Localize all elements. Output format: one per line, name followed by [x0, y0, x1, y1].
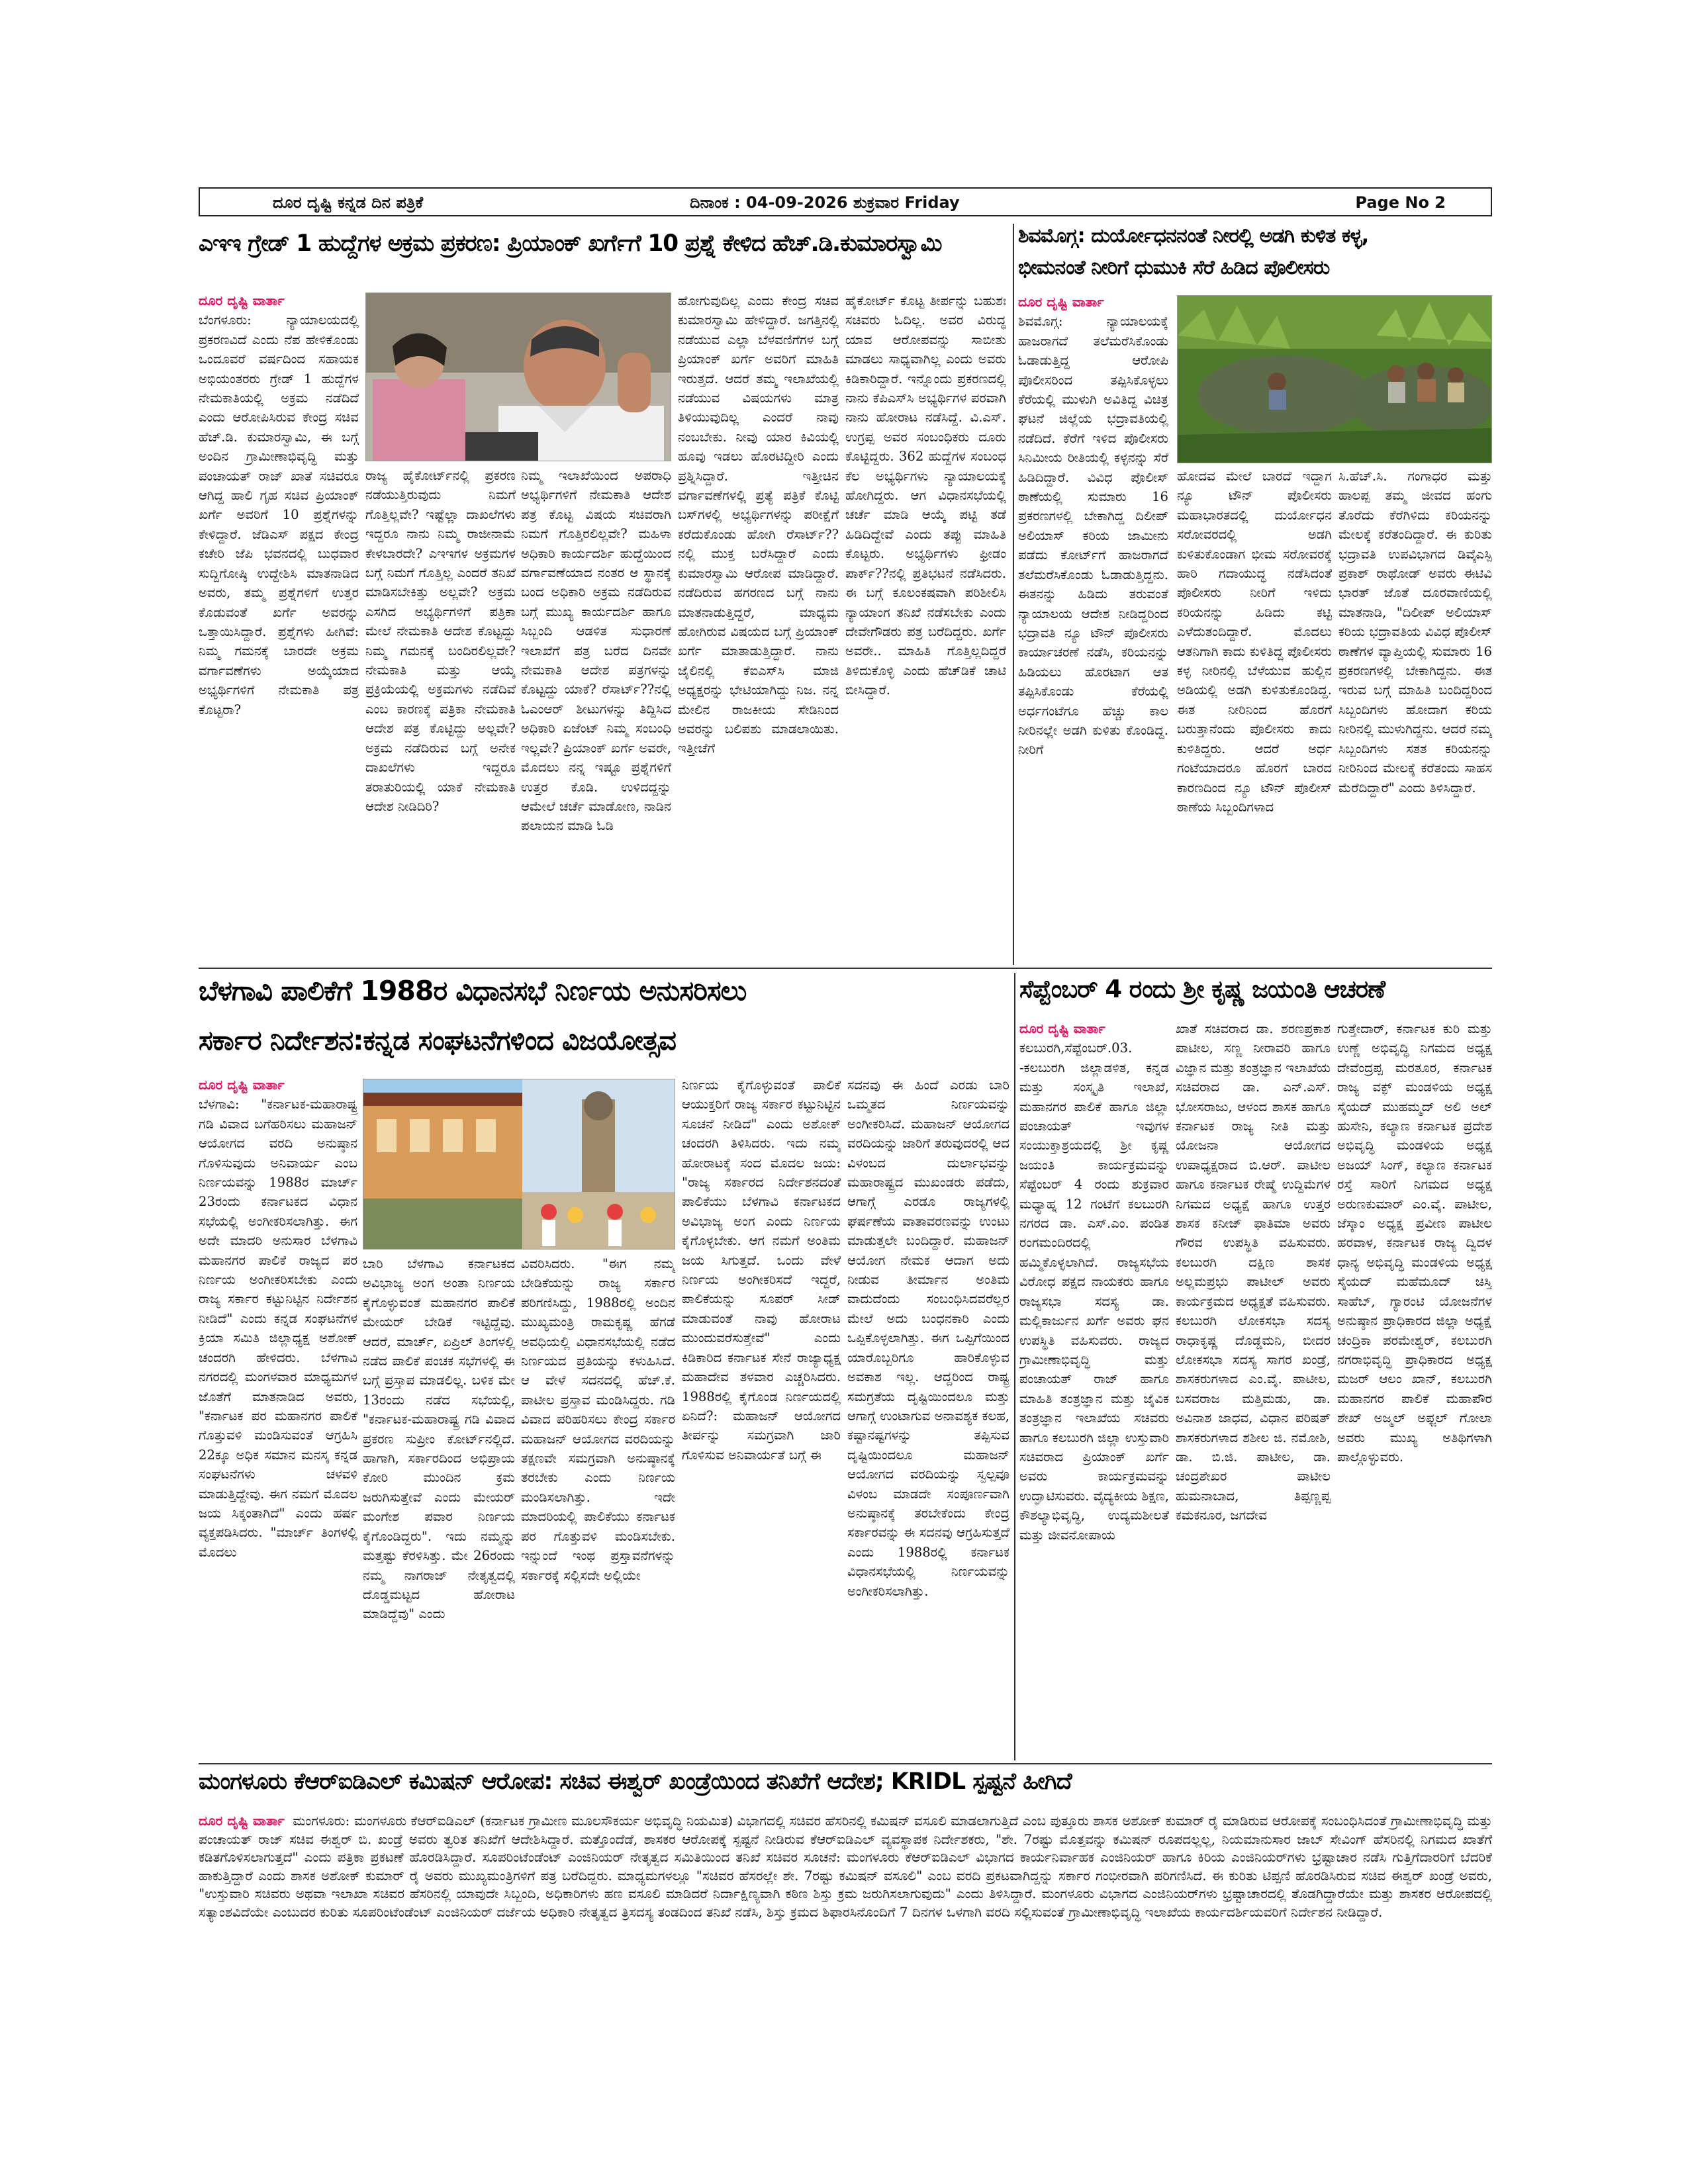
story2-byline: ದೂರ ದೃಷ್ಟಿ ವಾರ್ತಾ	[1018, 294, 1104, 310]
politician-portrait-image	[366, 293, 671, 461]
story3-byline: ದೂರ ದೃಷ್ಟಿ ವಾರ್ತಾ	[199, 1077, 285, 1093]
story1-text-2: ರಾಜ್ಯ ಹೈಕೋರ್ಟ್‌ನಲ್ಲಿ ಪ್ರಕರಣ ನಡೆಯುತ್ತಿರುವುದು ನಿಮಗೆ ಗೊತ್ತಿಲ್ಲವೇ? ಇಷ್ಟೆಲ್ಲಾ ದಾಖಲೆಗಳು ಇದ್ದರೂ ನಾನು ನಿಮ್ಮ ರಾಜೀನಾಮೆ ಕೇಳಬಾರದೇ? ಎಇಇಗಳ ಅಕ್ರಮಗಳ ಬಗ್ಗೆ ನಿಮಗೆ ಗೊತ್ತಿಲ್ಲ ಎಂದರೆ ತನಿಖೆ ಮಾಡಿಸಬೇಕಿತ್ತು ಅಲ್ಲವೇ? ಅಕ್ರಮ ಎಸಗಿದ ಅಭ್ಯರ್ಥಿಗಳಿಗೆ ಪತ್ರಿಕಾ ಮೇಲೆ ನೇಮಕಾತಿ ಆದೇಶ ಕೊಟ್ಟದ್ದು ನಿಮ್ಮ ಗಮನಕ್ಕೆ ಬಂದಿರಲಿಲ್ಲವೇ? ನೇಮಕಾತಿ ಮತ್ತು ಆಯ್ಕೆ ಪ್ರಕ್ರಿಯೆಯಲ್ಲಿ ಅಕ್ರಮಗಳು ನಡೆದಿವೆ ಎಂಬ ಕಾರಣಕ್ಕೆ ಪತ್ರಿಕಾ ನೇಮಕಾತಿ ಆದೇಶ ಪತ್ರ ಕೊಟ್ಟಿದ್ದು ಅಲ್ಲವೇ? ಅಕ್ರಮ ನಡೆದಿರುವ ಬಗ್ಗೆ ಅನೇಕ ದಾಖಲೆಗಳು ಇದ್ದರೂ ತರಾತುರಿಯಲ್ಲಿ ಯಾಕೆ ನೇಮಕಾತಿ ಆದೇಶ ನೀಡಿದಿರಿ?	[365, 468, 516, 814]
story2-text-1: ಶಿವಮೊಗ್ಗ: ನ್ಯಾಯಾಲಯಕ್ಕೆ ಹಾಜರಾಗದೆ ತಲೆಮರೆಸಿಕೊಂಡು ಓಡಾಡುತ್ತಿದ್ದ ಆರೋಪಿ ಪೊಲೀಸರಿಂದ ತಪ್ಪಿಸಿಕೊಳ್ಳಲು ಕೆರೆಯಲ್ಲಿ ಮುಳುಗಿ ಅವಿತಿದ್ದ ವಿಚಿತ್ರ ಘಟನೆ ಜಿಲ್ಲೆಯ ಭದ್ರಾವತಿಯಲ್ಲಿ ನಡೆದಿದೆ. ಕೆರೆಗೆ ಇಳಿದ ಪೊಲೀಸರು ಸಿನಿಮೀಯ ರೀತಿಯಲ್ಲಿ ಕಳ್ಳನನ್ನು ಸೆರೆ ಹಿಡಿದಿದ್ದಾರೆ. ವಿವಿಧ ಪೊಲೀಸ್ ಠಾಣೆಯಲ್ಲಿ ಸುಮಾರು 16 ಪ್ರಕರಣಗಳಲ್ಲಿ ಬೇಕಾಗಿದ್ದ ದಿಲೀಪ್ ಅಲಿಯಾಸ್ ಕರಿಯ ಜಾಮೀನು ಪಡೆದು ಕೋರ್ಟ್‌ಗೆ ಹಾಜರಾಗದೆ ತಲೆಮರೆಸಿಕೊಂಡು ಓಡಾಡುತ್ತಿದ್ದನು. ಈತನನ್ನು ಹಿಡಿದು ತರುವಂತೆ ನ್ಯಾಯಾಲಯ ಆದೇಶ ನೀಡಿದ್ದರಿಂದ ಭದ್ರಾವತಿ ನ್ಯೂ ಟೌನ್ ಪೊಲೀಸರು ಕಾರ್ಯಾಚರಣೆ ನಡೆಸಿ, ಕರಿಯನನ್ನು ಹಿಡಿಯಲು ಹೊರಟಾಗ ಆತ ತಪ್ಪಿಸಿಕೊಂಡು ಕೆರೆಯಲ್ಲಿ ಅರ್ಧಗಂಟೆಗೂ ಹೆಚ್ಚು ಕಾಲ ನೀರಿನಲ್ಲೇ ಅಡಗಿ ಕುಳಿತು ಕೊಂಡಿದ್ದ. ನೀರಿಗೆ	[1018, 314, 1168, 758]
story2-photo	[1177, 295, 1492, 463]
story2-headline-line-2: ಭೀಮನಂತೆ ನೀರಿಗೆ ಧುಮುಕಿ ಸೆರೆ ಹಿಡಿದ ಪೊಲೀಸರು	[1018, 257, 1330, 279]
story3-text-4: ನಿರ್ಣಯ ಕೈಗೊಳ್ಳುವಂತೆ ಪಾಲಿಕೆ ಆಯುಕ್ತರಿಗೆ ರಾಜ್ಯ ಸರ್ಕಾರ ಕಟ್ಟುನಿಟ್ಟಿನ ಸೂಚನೆ ನೀಡಿದೆ" ಎಂದು ಅಶೋಕ್ ಚಂದರಗಿ ತಿಳಿಸಿದರು. ಇದು ನಮ್ಮ ಹೋರಾಟಕ್ಕೆ ಸಂದ ಮೊದಲ ಜಯ: "ರಾಜ್ಯ ಸರ್ಕಾರದ ನಿರ್ದೇಶನದಂತೆ ಪಾಲಿಕೆಯು ಬೆಳಗಾವಿ ಕರ್ನಾಟಕದ ಅವಿಭಾಜ್ಯ ಅಂಗ ಎಂದು ನಿರ್ಣಯ ಕೈಗೊಳ್ಳಬೇಕು. ಆಗ ನಮಗೆ ಅಂತಿಮ ಜಯ ಸಿಗುತ್ತದೆ. ಒಂದು ವೇಳೆ ನಿರ್ಣಯ ಅಂಗೀಕರಿಸದೆ ಇದ್ದರೆ, ಪಾಲಿಕೆಯನ್ನು ಸೂಪರ್ ಸೀಡ್ ಮಾಡುವಂತೆ ನಾವು ಹೋರಾಟ ಮುಂದುವರೆಸುತ್ತೇವೆ" ಎಂದು ಕಿಡಿಕಾರಿದ ಕರ್ನಾಟಕ ಸೇನೆ ರಾಜ್ಯಾಧ್ಯಕ್ಷ ಮಹಾದೇವ ತಳವಾರ ಎಚ್ಚರಿಸಿದರು. 1988ರಲ್ಲಿ ಕೈಗೊಂಡ ನಿರ್ಣಯದಲ್ಲಿ ಏನಿದೆ?: ಮಹಾಜನ್ ಆಯೋಗದ ತೀರ್ಪನ್ನು ಸಮಗ್ರವಾಗಿ ಜಾರಿ ಗೊಳಿಸುವ ಅನಿವಾರ್ಯತೆ ಬಗ್ಗೆ ಈ	[682, 1077, 841, 1463]
story1-column-2	[365, 466, 516, 963]
page-number: Page No 2	[1355, 193, 1446, 212]
story3-column-4	[682, 1075, 841, 1757]
story1-column-1	[199, 291, 359, 963]
story3-text-5: ಸದನವು ಈ ಹಿಂದೆ ಎರಡು ಬಾರಿ ಒಮ್ಮತದ ನಿರ್ಣಯವನ್ನು ಅಂಗೀಕರಿಸಿದೆ. ಮಹಾಜನ್ ಆಯೋಗದ ವರದಿಯನ್ನು ಜಾರಿಗೆ ತರುವುದರಲ್ಲಿ ಆದ ವಿಳಂಬದ ದುರ್ಲಾಭವನ್ನು ಮಹಾರಾಷ್ಟ್ರದ ಮುಖಂಡರು ಪಡೆದು, ಆಗಾಗ್ಗೆ ಎರಡೂ ರಾಜ್ಯಗಳಲ್ಲಿ ಘರ್ಷಣೆಯ ವಾತಾವರಣವನ್ನು ಉಂಟು ಮಾಡುತ್ತಲೇ ಬಂದಿದ್ದಾರೆ. ಮಹಾಜನ್ ಆಯೋಗ ನೇಮಕ ಆದಾಗ ಅದು ನೀಡುವ ತೀರ್ಮಾನ ಅಂತಿಮ ವಾದುದೆಂದು ಸಂಬಂಧಿಸಿದವರೆಲ್ಲರ ಮೇಲೆ ಅದು ಬಂಧನಕಾರಿ ಎಂದು ಒಪ್ಪಿಕೊಳ್ಳಲಾಗಿತ್ತು. ಈಗ ಒಪ್ಪಿಗೆಯಿಂದ ಯಾರೊಬ್ಬರಿಗೂ ಹಾರಿಕೊಳ್ಳುವ ಅವಕಾಶ ಇಲ್ಲ. ಆದ್ದರಿಂದ ರಾಷ್ಟ್ರ ಸಮಗ್ರತೆಯ ದೃಷ್ಟಿಯಿಂದಲೂ ಮತ್ತು ಆಗಾಗ್ಗೆ ಉಂಟಾಗುವ ಅನಾವಶ್ಯಕ ಕಲಹ, ಕಷ್ಟಾನಷ್ಟಗಳನ್ನು ತಪ್ಪಿಸುವ ದೃಷ್ಟಿಯಿಂದಲೂ ಮಹಾಜನ್ ಆಯೋಗದ ವರದಿಯನ್ನು ಸ್ವಲ್ಪವೂ ವಿಳಂಬ ಮಾಡದೇ ಸಂಪೂರ್ಣವಾಗಿ ಅನುಷ್ಠಾನಕ್ಕೆ ತರಬೇಕೆಂದು ಕೇಂದ್ರ ಸರ್ಕಾರವನ್ನು ಈ ಸದನವು ಆಗ್ರಹಿಸುತ್ತದೆ ಎಂದು 1988ರಲ್ಲಿ ಕರ್ನಾಟಕ ವಿಧಾನಸಭೆಯಲ್ಲಿ ನಿರ್ಣಯವನ್ನು ಅಂಗೀಕರಿಸಲಾಗಿತ್ತು.	[847, 1077, 1009, 1599]
story2-text-3: ಸಿ.ಹೆಚ್.ಸಿ. ಗಂಗಾಧರ ಮತ್ತು ಹಾಲಪ್ಪ ತಮ್ಮ ಜೀವದ ಹಂಗು ತೊರೆದು ಕೆರೆಗಿಳಿದು ಕರಿಯನನ್ನು ಮೇಲಕ್ಕೆ ಕರೆತಂದಿದ್ದಾರೆ. ಈ ಕುರಿತು ಭದ್ರಾವತಿ ಉಪವಿಭಾಗದ ಡಿವೈಎಸ್ಪಿ ಪ್ರಕಾಶ್ ರಾಥೋಡ್ ಅವರು ಈಟಿವಿ ಭಾರತ್ ಜೊತೆ ದೂರವಾಣಿಯಲ್ಲಿ ಮಾತನಾಡಿ, "ದಿಲೀಪ್ ಅಲಿಯಾಸ್ ಕರಿಯ ಭದ್ರಾವತಿಯ ವಿವಿಧ ಪೊಲೀಸ್ ಠಾಣೆಗಳ ವ್ಯಾಪ್ತಿಯಲ್ಲಿ ಸುಮಾರು 16 ಪ್ರಕರಣಗಳಲ್ಲಿ ಬೇಕಾಗಿದ್ದನು. ಈತ ಇರುವ ಬಗ್ಗೆ ಮಾಹಿತಿ ಬಂದಿದ್ದರಿಂದ ಸಿಬ್ಬಂದಿಗಳು ಹೋದಾಗ ಕರಿಯ ನೀರಿನಲ್ಲಿ ಮುಳುಗಿದ್ದನು. ಆದರೆ ನಮ್ಮ ಸಿಬ್ಬಂದಿಗಳು ಸತತ ಕರಿಯನನ್ನು ನೀರಿನಿಂದ ಮೇಲಕ್ಕೆ ಕರೆತಂದು ಸಾಹಸ ಮೆರೆದಿದ್ದಾರೆ" ಎಂದು ತಿಳಿಸಿದ್ದಾರೆ.	[1338, 469, 1492, 796]
story4-text-3: ಗುತ್ತೇದಾರ್, ಕರ್ನಾಟಕ ಕುರಿ ಮತ್ತು ಉಣ್ಣೆ ಅಭಿವೃದ್ಧಿ ನಿಗಮದ ಅಧ್ಯಕ್ಷ ದೇವೆಂದ್ರಪ್ಪ ಮರತೂರ, ಕರ್ನಾಟಕ ರಾಜ್ಯ ವಕ್ಫ್ ಮಂಡಳಿಯ ಅಧ್ಯಕ್ಷ ಸೈಯದ್ ಮುಹಮ್ಮದ್ ಅಲಿ ಅಲ್ ಹುಸೇನಿ, ಕಲ್ಯಾಣ ಕರ್ನಾಟಕ ಪ್ರದೇಶ ಅಭಿವೃದ್ಧಿ ಮಂಡಳಿಯ ಅಧ್ಯಕ್ಷ ಅಜಯ್ ಸಿಂಗ್, ಕಲ್ಯಾಣ ಕರ್ನಾಟಕ ರಸ್ತೆ ಸಾರಿಗೆ ನಿಗಮದ ಅಧ್ಯಕ್ಷ ಅರುಣಕುಮಾರ್ ಎಂ.ವೈ. ಪಾಟೀಲ, ಜೆಸ್ಕಾಂ ಅಧ್ಯಕ್ಷ ಪ್ರವೀಣ ಪಾಟೀಲ ಹರವಾಳ, ಕರ್ನಾಟಕ ರಾಜ್ಯ ದ್ವಿದಳ ಧಾನ್ಯ ಅಭಿವೃದ್ಧಿ ಮಂಡಳಿಯ ಅಧ್ಯಕ್ಷ ಸೈಯದ್ ಮಹೆಮೂದ್ ಚಿಸ್ತಿ ಸಾಹೆಬ್, ಗ್ಯಾರಂಟಿ ಯೋಜನೆಗಳ ಅನುಷ್ಠಾನ ಪ್ರಾಧಿಕಾರದ ಜಿಲ್ಲಾ ಅಧ್ಯಕ್ಷೆ ಚಂದ್ರಿಕಾ ಪರಮೇಶ್ವರ್, ಕಲಬುರಗಿ ನಗರಾಭಿವೃದ್ಧಿ ಪ್ರಾಧಿಕಾರದ ಅಧ್ಯಕ್ಷ ಮಜರ್ ಆಲಂ ಖಾನ್, ಕಲಬುರಗಿ ಮಹಾನಗರ ಪಾಲಿಕೆ ಮಹಾಪೌರ ಶೇಖ್ ಅಜ್ಮಲ್ ಅಫ್ಜಲ್ ಗೋಲಾ ಅವರು ಮುಖ್ಯ ಅತಿಥಿಗಳಾಗಿ ಪಾಲ್ಗೊಳ್ಳುವರು.	[1337, 1021, 1492, 1465]
story1-headline: ಎಇಇ ಗ್ರೇಡ್ 1 ಹುದ್ದೆಗಳ ಅಕ್ರಮ ಪ್ರಕರಣ: ಪ್ರಿಯಾಂಕ್ ಖರ್ಗೆಗೆ 10 ಪ್ರಶ್ನೆ ಕೇಳಿದ ಹೆಚ್.ಡಿ.ಕುಮಾರಸ್ವಾಮಿ	[199, 232, 942, 257]
story1-column-5	[845, 291, 1006, 963]
belagavi-celebration-image	[363, 1079, 675, 1250]
story3-headline-line-1: ಬೆಳಗಾವಿ ಪಾಲಿಕೆಗೆ 1988ರ ವಿಧಾನಸಭೆ ನಿರ್ಣಯ ಅನುಸರಿಸಲು	[199, 976, 747, 1007]
column-divider	[1013, 224, 1014, 965]
story1-text-4: ಹೋಗುವುದಿಲ್ಲ ಎಂದು ಕೇಂದ್ರ ಸಚಿವ ಕುಮಾರಸ್ವಾಮಿ ಹೇಳಿದ್ದಾರೆ. ಜಗತ್ತಿನಲ್ಲಿ ನಡೆಯುವ ಎಲ್ಲಾ ಬೆಳವಣಿಗೆಗಳ ಬಗ್ಗೆ ಪ್ರಿಯಾಂಕ್ ಖರ್ಗೆ ಅವರಿಗೆ ಮಾಹಿತಿ ಇರುತ್ತದೆ. ಆದರೆ ತಮ್ಮ ಇಲಾಖೆಯಲ್ಲಿ ನಡೆಯುವ ವಿಷಯಗಳು ಮಾತ್ರ ತಿಳಿಯುವುದಿಲ್ಲ ಎಂದರೆ ನಾವು ನಂಬಬೇಕು. ನೀವು ಯಾರ ಕಿವಿಯಲ್ಲಿ ಹೂವು ಇಡಲು ಹೊರಟಿದ್ದೀರಿ ಎಂದು ಪ್ರಶ್ನಿಸಿದ್ದಾರೆ. ಇತ್ತೀಚಿನ ವರ್ಗಾವಣೆಗಳಲ್ಲಿ ಪ್ರತ್ಯೆ ಪತ್ರಿಕೆ ಕೊಟ್ಟಿ ಬಸ್‌ಗಳಲ್ಲಿ ಅಭ್ಯರ್ಥಿಗಳನ್ನು ಪರೀಕ್ಷೆಗೆ ಕರೆದುಕೊಂಡು ಹೋಗಿ ರೆಸಾರ್ಟ್??ನಲ್ಲಿ ಮುಕ್ತ ಬರೆಸಿದ್ದಾರೆ ಎಂದು ಕುಮಾರಸ್ವಾಮಿ ಆರೋಪ ಮಾಡಿದ್ದಾರೆ. ನಡೆದಿರುವ ಹಗರಣದ ಬಗ್ಗೆ ನಾನು ಮಾತನಾಡುತ್ತಿದ್ದರೆ, ಮಾಧ್ಯಮ ಹೋಗಿರುವ ವಿಷಯದ ಬಗ್ಗೆ ಪ್ರಿಯಾಂಕ್ ಖರ್ಗೆ ಮಾತಾಡುತ್ತಿದ್ದಾರೆ. ನಾನು ಜೈಲಿನಲ್ಲಿ ಕೆಐಎಸ್‌ಸಿ ಮಾಜಿ ಅಧ್ಯಕ್ಷರನ್ನು ಭೇಟಿಯಾಗಿದ್ದು ನಿಜ. ನನ್ನ ಮೇಲಿನ ರಾಜಕೀಯ ಸೇಡಿನಿಂದ ಅವರನ್ನು ಬಲಿಪಶು ಮಾಡಲಾಯಿತು. ಇತ್ತೀಚೆಗೆ	[678, 293, 839, 756]
story3-column-1	[199, 1075, 357, 1757]
story2-column-1	[1018, 293, 1168, 963]
story4-column-1	[1019, 1019, 1169, 1757]
column-divider	[1014, 973, 1015, 1760]
story3-headline-line-2: ಸರ್ಕಾರ ನಿರ್ದೇಶನ:ಕನ್ನಡ ಸಂಘಟನೆಗಳಿಂದ ವಿಜಯೋತ್ಸವ	[199, 1026, 676, 1056]
masthead	[199, 187, 1492, 216]
story2-column-2	[1177, 467, 1332, 963]
paper-name: ದೂರ ದೃಷ್ಟಿ ಕನ್ನಡ ದಿನ ಪತ್ರಿಕೆ	[273, 193, 424, 212]
story4-column-3	[1337, 1019, 1492, 1757]
story4-column-2	[1176, 1019, 1331, 1757]
story4-headline: ಸೆಪ್ಟೆಂಬರ್ 4 ರಂದು ಶ್ರೀ ಕೃಷ್ಣ ಜಯಂತಿ ಆಚರಣೆ	[1019, 976, 1385, 1003]
story4-byline: ದೂರ ದೃಷ್ಟಿ ವಾರ್ತಾ	[1019, 1021, 1105, 1036]
story4-text-2: ಖಾತೆ ಸಚಿವರಾದ ಡಾ. ಶರಣಪ್ರಕಾಶ ಪಾಟೀಲ, ಸಣ್ಣ ನೀರಾವರಿ ಹಾಗೂ ವಿಜ್ಞಾನ ಮತ್ತು ತಂತ್ರಜ್ಞಾನ ಇಲಾಖೆಯ ಸಚಿವರಾದ ಡಾ. ಎನ್.ಎಸ್. ಭೋಸರಾಜು, ಆಳಂದ ಶಾಸಕ ಹಾಗೂ ಕರ್ನಾಟಕ ರಾಜ್ಯ ನೀತಿ ಮತ್ತು ಯೋಜನಾ ಆಯೋಗದ ಉಪಾಧ್ಯಕ್ಷರಾದ ಬಿ.ಆರ್. ಪಾಟೀಲ ಹಾಗೂ ಕರ್ನಾಟಕ ರೇಷ್ಮೆ ಉದ್ದಿಮೆಗಳ ನಿಗಮದ ಅಧ್ಯಕ್ಷೆ ಹಾಗೂ ಉತ್ತರ ಶಾಸಕ ಕನೀಜ್ ಫಾತಿಮಾ ಅವರು ಗೌರವ ಉಪಸ್ಥಿತಿ ವಹಿಸುವರು. ಕಲಬುರಗಿ ದಕ್ಷಿಣ ಶಾಸಕ ಅಲ್ಲಮಪ್ರಭು ಪಾಟೀಲ್ ಅವರು ಕಾರ್ಯಕ್ರಮದ ಅಧ್ಯಕ್ಷತೆ ವಹಿಸುವರು. ಕಲಬುರಗಿ ಲೋಕಸಭಾ ಸದಸ್ಯ ರಾಧಾಕೃಷ್ಣ ದೊಡ್ಡಮನಿ, ಬೀದರ ಲೋಕಸಭಾ ಸದಸ್ಯ ಸಾಗರ ಖಂಡ್ರೆ, ಶಾಸಕರುಗಳಾದ ಎಂ.ವೈ. ಪಾಟೀಲ, ಬಸವರಾಜ ಮತ್ತಿಮಡು, ಡಾ. ಅವಿನಾಶ ಜಾಧವ, ವಿಧಾನ ಪರಿಷತ್ ಶಾಸಕರುಗಳಾದ ಶಶೀಲ ಜಿ. ನಮೋಶಿ, ಡಾ. ಬಿ.ಜಿ. ಪಾಟೀಲ, ಡಾ. ಚಂದ್ರಶೇಖರ ಪಾಟೀಲ ಹುಮನಾಬಾದ, ತಿಪ್ಪಣ್ಣಪ್ಪ ಕಮಕನೂರ, ಜಗದೇವ	[1176, 1021, 1331, 1524]
issue-date: ದಿನಾಂಕ : 04-09-2026 ಶುಕ್ರವಾರ Friday	[690, 193, 960, 212]
horizontal-divider	[199, 1763, 1492, 1764]
story1-photo	[365, 293, 671, 461]
story1-byline: ದೂರ ದೃಷ್ಟಿ ವಾರ್ತಾ	[199, 293, 285, 308]
story3-column-2	[363, 1254, 515, 1757]
horizontal-divider	[199, 968, 1492, 969]
police-in-lake-image	[1178, 296, 1492, 463]
story2-headline-line-1: ಶಿವಮೊಗ್ಗ: ದುರ್ಯೋಧನನಂತೆ ನೀರಲ್ಲಿ ಅಡಗಿ ಕುಳಿತ ಕಳ್ಳ,	[1018, 225, 1369, 248]
story1-text-1: ಬೆಂಗಳೂರು: ನ್ಯಾಯಾಲಯದಲ್ಲಿ ಪ್ರಕರಣವಿದೆ ಎಂದು ನೆಪ ಹೇಳಿಕೊಂಡು ಒಂದೂವರೆ ವರ್ಷದಿಂದ ಸಹಾಯಕ ಅಭಿಯಂತರರು ಗ್ರೇಡ್ 1 ಹುದ್ದೆಗಳ ನೇಮಕಾತಿಯಲ್ಲಿ ಅಕ್ರಮ ನಡೆದಿದೆ ಎಂದು ಆರೋಪಿಸಿರುವ ಕೇಂದ್ರ ಸಚಿವ ಹೆಚ್.ಡಿ. ಕುಮಾರಸ್ವಾಮಿ, ಈ ಬಗ್ಗೆ ಅಂದಿನ ಗ್ರಾಮೀಣಾಭಿವೃದ್ಧಿ ಮತ್ತು ಪಂಚಾಯತ್ ರಾಜ್ ಖಾತೆ ಸಚಿವರೂ ಆಗಿದ್ದ ಹಾಲಿ ಗೃಹ ಸಚಿವ ಪ್ರಿಯಾಂಕ್ ಖರ್ಗೆ ಅವರಿಗೆ 10 ಪ್ರಶ್ನೆಗಳನ್ನು ಕೇಳಿದ್ದಾರೆ. ಜೆಡಿಎಸ್ ಪಕ್ಷದ ಕೇಂದ್ರ ಕಚೇರಿ ಜೆಪಿ ಭವನದಲ್ಲಿ ಬುಧವಾರ ಸುದ್ದಿಗೋಷ್ಠಿ ಉದ್ದೇಶಿಸಿ ಮಾತನಾಡಿದ ಅವರು, ತಮ್ಮ ಪ್ರಶ್ನೆಗಳಿಗೆ ಉತ್ತರ ಕೊಡುವಂತೆ ಖರ್ಗೆ ಅವರನ್ನು ಒತ್ತಾಯಿಸಿದ್ದಾರೆ. ಪ್ರಶ್ನೆಗಳು ಹೀಗಿವೆ: ನಿಮ್ಮ ಗಮನಕ್ಕೆ ಬಾರದೇ ಅಕ್ರಮ ವರ್ಗಾವಣೆಗಳು ಅಯ್ಕೆಯಾದ ಅಭ್ಯರ್ಥಿಗಳಿಗೆ ನೇಮಕಾತಿ ಪತ್ರ ಕೊಟ್ಟರಾ?	[199, 312, 359, 717]
story1-text-3: ನಿಮ್ಮ ಇಲಾಖೆಯಿಂದ ಅಪರಾಧಿ ಅಭ್ಯರ್ಥಿಗಳಿಗೆ ನೇಮಕಾತಿ ಆದೇಶ ಪತ್ರ ಕೊಟ್ಟ ವಿಷಯ ಸಚಿವರಾಗಿ ನಿಮಗೆ ಗೊತ್ತಿರಲಿಲ್ಲವೇ? ಮಹಿಳಾ ಅಧಿಕಾರಿ ಕಾರ್ಯದರ್ಶಿ ಹುದ್ದೆಯಿಂದ ವರ್ಗಾವಣೆಯಾದ ನಂತರ ಆ ಸ್ಥಾನಕ್ಕೆ ಬಂದ ಅಧಿಕಾರಿ ಅಕ್ರಮ ನಡೆದಿರುವ ಬಗ್ಗೆ ಮುಖ್ಯ ಕಾರ್ಯದರ್ಶಿ ಹಾಗೂ ಸಿಬ್ಬಂದಿ ಆಡಳಿತ ಸುಧಾರಣೆ ಇಲಾಖೆಗೆ ಪತ್ರ ಬರೆದ ದಿನವೇ ನೇಮಕಾತಿ ಆದೇಶ ಪತ್ರಗಳನ್ನು ಕೊಟ್ಟದ್ದು ಯಾಕೆ? ರೆಸಾರ್ಟ್??ನಲ್ಲಿ ಓಎಂಆರ್ ಶೀಟುಗಳನ್ನು ತಿದ್ದಿಸಿದ ಅಧಿಕಾರಿ ಏಜೆಂಟ್ ನಿಮ್ಮ ಸಂಬಂಧಿ ಇಲ್ಲವೇ? ಪ್ರಿಯಾಂಕ್ ಖರ್ಗೆ ಅವರೇ, ಮೊದಲು ನನ್ನ ಇಷ್ಟೂ ಪ್ರಶ್ನೆಗಳಿಗೆ ಉತ್ತರ ಕೊಡಿ. ಉಳಿದದ್ದನ್ನು ಆಮೇಲೆ ಚರ್ಚೆ ಮಾಡೋಣ, ನಾಡಿನ ಪಲಾಯನ ಮಾಡಿ ಓಡಿ	[521, 468, 671, 834]
story5-text: ಮಂಗಳೂರು: ಮಂಗಳೂರು ಕೆಆರ್‌ಐಡಿಎಲ್ (ಕರ್ನಾಟಕ ಗ್ರಾಮೀಣ ಮೂಲಸೌಕರ್ಯ ಅಭಿವೃದ್ಧಿ ನಿಯಮಿತ) ವಿಭಾಗದಲ್ಲಿ ಸಚಿವರ ಹೆಸರಿನಲ್ಲಿ ಕಮಿಷನ್ ವಸೂಲಿ ಮಾಡಲಾಗುತ್ತಿದೆ ಎಂಬ ಪುತ್ತೂರು ಶಾಸಕ ಅಶೋಕ್ ಕುಮಾರ್ ರೈ ಮಾಡಿರುವ ಆರೋಪಕ್ಕೆ ಸಂಬಂಧಿಸಿದಂತೆ ಗ್ರಾಮೀಣಾಭಿವೃದ್ಧಿ ಮತ್ತು ಪಂಚಾಯತ್ ರಾಜ್ ಸಚಿವ ಈಶ್ವರ್ ಬಿ. ಖಂಡ್ರೆ ಅವರು ತ್ವರಿತ ತನಿಖೆಗೆ ಆದೇಶಿಸಿದ್ದಾರೆ. ಮತ್ತೊಂದೆಡೆ, ಶಾಸಕರ ಆರೋಪಕ್ಕೆ ಸ್ಪಷ್ಟನೆ ನೀಡಿರುವ ಕೆಆರ್‌ಐಡಿಎಲ್ ವ್ಯವಸ್ಥಾಪಕ ನಿರ್ದೇಶಕರು, "ಶೇ. 7ರಷ್ಟು ಮೊತ್ತವನ್ನು ಕಮಿಷನ್ ರೂಪದಲ್ಲಲ್ಲ, ನಿಯಮಾನುಸಾರ ಜಾಬ್ ಸೇವಿಂಗ್ ಹೆಸರಿನಲ್ಲಿ ನಿಗಮದ ಖಾತೆಗೆ ಕಡಿತಗೊಳಿಸಲಾಗುತ್ತದೆ" ಎಂದು ಪತ್ರಿಕಾ ಪ್ರಕಟಣೆ ಹೊರಡಿಸಿದ್ದಾರೆ. ಸೂಪರಿಂಟೆಂಡೆಂಟ್ ಎಂಜಿನಿಯರ್ ನೇತೃತ್ವದ ಸಮಿತಿಯಿಂದ ತನಿಖೆ ಸಚಿವರ ಸೂಚನೆ: ಮಂಗಳೂರು ಕೆಆರ್‌ಐಡಿಎಲ್ ವಿಭಾಗದ ಕಾರ್ಯನಿರ್ವಾಹಕ ಎಂಜಿನಿಯರ್ ಹಾಗೂ ಕಿರಿಯ ಎಂಜಿನಿಯರ್‌ಗಳು ಭ್ರಷ್ಟಾಚಾರ ನಡೆಸಿ ಗುತ್ತಿಗೆದಾರರಿಗೆ ಬೆದರಿಕೆ ಹಾಕುತ್ತಿದ್ದಾರೆ ಎಂದು ಶಾಸಕ ಅಶೋಕ್ ಕುಮಾರ್ ರೈ ಅವರು ಮುಖ್ಯಮಂತ್ರಿಗಳಿಗೆ ಪತ್ರ ಬರೆದಿದ್ದರು. ಮಾಧ್ಯಮಗಳಲ್ಲೂ "ಸಚಿವರ ಹೆಸರಲ್ಲೇ ಶೇ. 7ರಷ್ಟು ಕಮಿಷನ್ ವಸೂಲಿ" ಎಂಬ ವರದಿ ಪ್ರಕಟವಾಗಿದ್ದನ್ನು ಸರ್ಕಾರ ಗಂಭೀರವಾಗಿ ಪರಿಗಣಿಸಿದೆ. ಈ ಕುರಿತು ಟಿಪ್ಪಣಿ ಹೊರಡಿಸಿರುವ ಸಚಿವ ಈಶ್ವರ್ ಖಂಡ್ರೆ ಅವರು, "ಉಸ್ತುವಾರಿ ಸಚಿವರು ಅಥವಾ ಇಲಾಖಾ ಸಚಿವರ ಹೆಸರಿನಲ್ಲಿ ಯಾವುದೇ ಸಿಬ್ಬಂದಿ, ಅಧಿಕಾರಿಗಳು ಹಣ ವಸೂಲಿ ಮಾಡಿದರೆ ನಿರ್ದಾಕ್ಷಿಣ್ಯವಾಗಿ ಕಠಿಣ ಶಿಸ್ತು ಕ್ರಮ ಜರುಗಿಸಲಾಗುವುದು" ಎಂದು ತಿಳಿಸಿದ್ದಾರೆ. ಮಂಗಳೂರು ವಿಭಾಗದ ಎಂಜಿನಿಯರ್‌ಗಳು ಭ್ರಷ್ಟಾಚಾರದಲ್ಲಿ ತೊಡಗಿದ್ದಾರೆಯೇ ಮತ್ತು ಶಾಸಕರ ಆರೋಪದಲ್ಲಿ ಸತ್ಯಾಂಶವಿದೆಯೇ ಎಂಬುದರ ಕುರಿತು ಸೂಪರಿಂಟೆಂಡೆಂಟ್ ಎಂಜಿನಿಯರ್ ದರ್ಜೆಯ ಅಧಿಕಾರಿ ನೇತೃತ್ವದ ತ್ರಿಸದಸ್ಯ ತಂಡದಿಂದ ತನಿಖೆ ನಡೆಸಿ, ಶಿಸ್ತು ಕ್ರಮದ ಶಿಫಾರಸಿನೊಂದಿಗೆ 7 ದಿನಗಳ ಒಳಗಾಗಿ ವರದಿ ಸಲ್ಲಿಸುವಂತೆ ಗ್ರಾಮೀಣಾಭಿವೃದ್ಧಿ ಇಲಾಖೆಯ ಕಾರ್ಯದರ್ಶಿಯವರಿಗೆ ನಿರ್ದೇಶನ ನೀಡಿದ್ದಾರೆ.	[199, 1813, 1492, 1920]
story1-text-5: ಹೈಕೋರ್ಟ್ ಕೊಟ್ಟ ತೀರ್ಪನ್ನು ಬಹುಶಃ ಸಚಿವರು ಓದಿಲ್ಲ. ಅವರ ವಿರುದ್ಧ ಯಾವ ಆರೋಪವನ್ನು ಸಾಬೀತು ಮಾಡಲು ಸಾಧ್ಯವಾಗಿಲ್ಲ ಎಂದು ಅವರು ಕಿಡಿಕಾರಿದ್ದಾರೆ. ಇನ್ನೊಂದು ಪ್ರಕರಣದಲ್ಲಿ ನಾನು ಕೆಪಿಎಸ್‌ಸಿ ಅಭ್ಯರ್ಥಿಗಳ ಪರವಾಗಿ ನಾನು ಹೋರಾಟ ನಡೆಸಿದ್ದೆ. ವಿ.ಎಸ್. ಉಗ್ರಪ್ಪ ಅವರ ಸಂಬಂಧಿಕರು ದೂರು ಕೊಟ್ಟಿದ್ದರು. 362 ಹುದ್ದೆಗಳ ಸಂಬಂಧ ಕೆಲ ಅಭ್ಯರ್ಥಿಗಳು ನ್ಯಾಯಾಲಯಕ್ಕೆ ಹೋಗಿದ್ದರು. ಆಗ ವಿಧಾನಸಭೆಯಲ್ಲಿ ಚರ್ಚೆ ಮಾಡಿ ಆಯ್ಕೆ ಪಟ್ಟಿ ತಡೆ ಹಿಡಿದಿದ್ದೇವೆ ಎಂದು ತಪ್ಪು ಮಾಹಿತಿ ಕೊಟ್ಟರು. ಅಭ್ಯರ್ಥಿಗಳು ಫ್ರೀಡಂ ಪಾರ್ಕ್??ನಲ್ಲಿ ಪ್ರತಿಭಟನೆ ನಡೆಸಿದರು. ಈ ಬಗ್ಗೆ ಕೂಲಂಕಷವಾಗಿ ಪರಿಶೀಲಿಸಿ ನ್ಯಾಯಾಂಗ ತನಿಖೆ ನಡೆಸಬೇಕು ಎಂದು ದೇವೇಗೌಡರು ಪತ್ರ ಬರೆದಿದ್ದರು. ಖರ್ಗೆ ಅವರೇ.. ಮಾಹಿತಿ ಗೊತ್ತಿಲ್ಲದಿದ್ದರೆ ತಿಳಿದುಕೊಳ್ಳಿ ಎಂದು ಹೆಚ್‌ಡಿಕೆ ಚಾಟಿ ಬೀಸಿದ್ದಾರೆ.	[845, 293, 1006, 698]
story5-byline: ದೂರ ದೃಷ್ಟಿ ವಾರ್ತಾ	[199, 1813, 285, 1829]
story3-text-3: ವಿವರಿಸಿದರು. "ಈಗ ನಮ್ಮ ಬೇಡಿಕೆಯನ್ನು ರಾಜ್ಯ ಸರ್ಕಾರ ಪರಿಗಣಿಸಿದ್ದು, 1988ರಲ್ಲಿ ಅಂದಿನ ಮುಖ್ಯಮಂತ್ರಿ ರಾಮಕೃಷ್ಣ ಹೆಗಡೆ ಅವಧಿಯಲ್ಲಿ ವಿಧಾನಸಭೆಯಲ್ಲಿ ನಡೆದ ನಿರ್ಣಯದ ಪ್ರತಿಯನ್ನು ಕಳುಹಿಸಿದೆ. ಆ ವೇಳೆ ಸದನದಲ್ಲಿ ಹೆಚ್.ಕೆ. ಪಾಟೀಲ ಪ್ರಸ್ತಾವ ಮಂಡಿಸಿದ್ದರು. ಗಡಿ ವಿವಾದ ಪರಿಹರಿಸಲು ಕೇಂದ್ರ ಸರ್ಕಾರ ಮಹಾಜನ್ ಆಯೋಗದ ವರದಿಯನ್ನು ತಕ್ಷಣವೇ ಸಮಗ್ರವಾಗಿ ಅನುಷ್ಠಾನಕ್ಕೆ ತರಬೇಕು ಎಂದು ನಿರ್ಣಯ ಮಂಡಿಸಲಾಗಿತ್ತು. ಇದೇ ಮಾದರಿಯಲ್ಲಿ ಪಾಲಿಕೆಯು ಕರ್ನಾಟಕ ಪರ ಗೊತ್ತುವಳಿ ಮಂಡಿಸಬೇಕು. ಇನ್ನುಂದೆ ಇಂಥ ಪ್ರಸ್ತಾವನೆಗಳನ್ನು ಸರ್ಕಾರಕ್ಕೆ ಸಲ್ಲಿಸದೇ ಅಲ್ಲಿಯೇ	[521, 1256, 675, 1583]
story5-body	[199, 1812, 1492, 2011]
story3-text-2: ಬಾರಿ ಬೆಳಗಾವಿ ಕರ್ನಾಟಕದ ಅವಿಭಾಜ್ಯ ಅಂಗ ಅಂತಾ ನಿರ್ಣಯ ಕೈಗೊಳ್ಳುವಂತೆ ಮಹಾನಗರ ಪಾಲಿಕೆ ಮೇಯರ್ ಬೇಡಿಕೆ ಇಟ್ಟಿದ್ದೆವು. ಆದರೆ, ಮಾರ್ಚ್, ಏಪ್ರಿಲ್ ತಿಂಗಳಲ್ಲಿ ನಡೆದ ಪಾಲಿಕೆ ಪಂಚಕ ಸಭೆಗಳಲ್ಲಿ ಈ ಬಗ್ಗೆ ಪ್ರಸ್ತಾಪ ಮಾಡಲಿಲ್ಲ. ಬಳಿಕ ಮೇ 13ರಂದು ನಡೆದ ಸಭೆಯಲ್ಲಿ, "ಕರ್ನಾಟಕ-ಮಹಾರಾಷ್ಟ್ರ ಗಡಿ ವಿವಾದ ಪ್ರಕರಣ ಸುಪ್ರೀಂ ಕೋರ್ಟ್‌ನಲ್ಲಿದೆ. ಹಾಗಾಗಿ, ಸರ್ಕಾರದಿಂದ ಅಭಿಪ್ರಾಯ ಕೋರಿ ಮುಂದಿನ ಕ್ರಮ ಜರುಗಿಸುತ್ತೇವೆ ಎಂದು ಮೇಯರ್ ಮಂಗೇಶ ಪವಾರ ನಿರ್ಣಯ ಕೈಗೊಂಡಿದ್ದರು". ಇದು ನಮ್ಮನ್ನು ಮತ್ತಷ್ಟು ಕೆರಳಿಸಿತ್ತು. ಮೇ 26ರಂದು ನಮ್ಮ ನಾಗರಾಜ್ ನೇತೃತ್ವದಲ್ಲಿ ದೊಡ್ಡಮಟ್ಟದ ಹೋರಾಟ ಮಾಡಿದ್ದೆವು" ಎಂದು	[363, 1256, 515, 1622]
story2-text-2: ಹೋದವ ಮೇಲೆ ಬಾರದೆ ಇದ್ದಾಗ ನ್ಯೂ ಟೌನ್ ಪೊಲೀಸರು ಮಹಾಭಾರತದಲ್ಲಿ ದುರ್ಯೋಧನ ಸರೋವರದಲ್ಲಿ ಅಡಗಿ ಕುಳಿತುಕೊಂಡಾಗ ಭೀಮ ಸರೋವರಕ್ಕೆ ಹಾರಿ ಗದಾಯುದ್ಧ ನಡೆಸಿದಂತೆ ಪೊಲೀಸರು ನೀರಿಗೆ ಇಳಿದು ಕರಿಯನನ್ನು ಹಿಡಿದು ಕಟ್ಟಿ ಎಳೆದುತಂದಿದ್ದಾರೆ. ಮೊದಲು ಆತನಿಗಾಗಿ ಕಾದು ಕುಳಿತಿದ್ದ ಪೊಲೀಸರು ಕಳ್ಳ ನೀರಿನಲ್ಲಿ ಬೆಳೆಯುವ ಹುಲ್ಲಿನ ಅಡಿಯಲ್ಲಿ ಅಡಗಿ ಕುಳಿತುಕೊಂಡಿದ್ದ. ಈತ ನೀರಿನಿಂದ ಹೊರಗೆ ಬರುತ್ತಾನೆಂದು ಪೊಲೀಸರು ಕಾದು ಕುಳಿತಿದ್ದರು. ಆದರೆ ಅರ್ಧ ಗಂಟೆಯಾದರೂ ಹೊರಗೆ ಬಾರದ ಕಾರಣದಿಂದ ನ್ಯೂ ಟೌನ್ ಪೊಲೀಸ್ ಠಾಣೆಯ ಸಿಬ್ಬಂದಿಗಳಾದ	[1177, 469, 1332, 815]
story4-text-1: ಕಲಬುರಗಿ,ಸೆಪ್ಟೆಂಬರ್.03. -ಕಲಬುರಗಿ ಜಿಲ್ಲಾಡಳಿತ, ಕನ್ನಡ ಮತ್ತು ಸಂಸ್ಕೃತಿ ಇಲಾಖೆ, ಮಹಾನಗರ ಪಾಲಿಕೆ ಹಾಗೂ ಜಿಲ್ಲಾ ಪಂಚಾಯತ್ ಇವುಗಳ ಸಂಯುಕ್ತಾಶ್ರಯದಲ್ಲಿ ಶ್ರೀ ಕೃಷ್ಣ ಜಯಂತಿ ಕಾರ್ಯಕ್ರಮವನ್ನು ಸೆಪ್ಟೆಂಬರ್ 4 ರಂದು ಶುಕ್ರವಾರ ಮಧ್ಯಾಹ್ನ 12 ಗಂಟೆಗೆ ಕಲಬುರಗಿ ನಗರದ ಡಾ. ಎಸ್.ಎಂ. ಪಂಡಿತ ರಂಗಮಂದಿರದಲ್ಲಿ ಹಮ್ಮಿಕೊಳ್ಳಲಾಗಿದೆ. ರಾಜ್ಯಸಭೆಯ ವಿರೋಧ ಪಕ್ಷದ ನಾಯಕರು ಹಾಗೂ ರಾಜ್ಯಸಭಾ ಸದಸ್ಯ ಡಾ. ಮಲ್ಲಿಕಾರ್ಜುನ ಖರ್ಗೆ ಅವರು ಘನ ಉಪಸ್ಥಿತಿ ವಹಿಸುವರು. ರಾಜ್ಯದ ಗ್ರಾಮೀಣಾಭಿವೃದ್ಧಿ ಮತ್ತು ಪಂಚಾಯತ್ ರಾಜ್ ಹಾಗೂ ಮಾಹಿತಿ ತಂತ್ರಜ್ಞಾನ ಮತ್ತು ಜೈವಿಕ ತಂತ್ರಜ್ಞಾನ ಇಲಾಖೆಯ ಸಚಿವರು ಹಾಗೂ ಕಲಬುರಗಿ ಜಿಲ್ಲಾ ಉಸ್ತುವಾರಿ ಸಚಿವರಾದ ಪ್ರಿಯಾಂಕ್ ಖರ್ಗೆ ಅವರು ಕಾರ್ಯಕ್ರಮವನ್ನು ಉದ್ಘಾಟಿಸುವರು. ವೈದ್ಯಕೀಯ ಶಿಕ್ಷಣ, ಕೌಶಲ್ಯಾಭಿವೃದ್ಧಿ, ಉದ್ಯಮಶೀಲತೆ ಮತ್ತು ಜೀವನೋಪಾಯ	[1019, 1040, 1169, 1543]
story3-text-1: ಬೆಳಗಾವಿ: "ಕರ್ನಾಟಕ-ಮಹಾರಾಷ್ಟ್ರ ಗಡಿ ವಿವಾದ ಬಗೆಹರಿಸಲು ಮಹಾಜನ್ ಆಯೋಗದ ವರದಿ ಅನುಷ್ಠಾನ ಗೊಳಿಸುವುದು ಅನಿವಾರ್ಯ ಎಂಬ ನಿರ್ಣಯವನ್ನು 1988ರ ಮಾರ್ಚ್ 23ರಂದು ಕರ್ನಾಟಕದ ವಿಧಾನ ಸಭೆಯಲ್ಲಿ ಅಂಗೀಕರಿಸಲಾಗಿತ್ತು. ಈಗ ಅದೇ ಮಾದರಿ ಅನುಸಾರ ಬೆಳಗಾವಿ ಮಹಾನಗರ ಪಾಲಿಕೆ ರಾಜ್ಯದ ಪರ ನಿರ್ಣಯ ಅಂಗೀಕರಿಸಬೇಕು ಎಂದು ರಾಜ್ಯ ಸರ್ಕಾರ ಕಟ್ಟುನಿಟ್ಟಿನ ನಿರ್ದೇಶನ ನೀಡಿದೆ" ಎಂದು ಕನ್ನಡ ಸಂಘಟನೆಗಳ ಕ್ರಿಯಾ ಸಮಿತಿ ಜಿಲ್ಲಾಧ್ಯಕ್ಷ ಅಶೋಕ್ ಚಂದರಗಿ ಹೇಳಿದರು. ಬೆಳಗಾವಿ ನಗರದಲ್ಲಿ ಮಂಗಳವಾರ ಮಾಧ್ಯಮಗಳ ಜೊತೆಗೆ ಮಾತನಾಡಿದ ಅವರು, "ಕರ್ನಾಟಕ ಪರ ಮಹಾನಗರ ಪಾಲಿಕೆ ಗೊತ್ತುವಳಿ ಮಂಡಿಸುವಂತೆ ಆಗ್ರಹಿಸಿ 22ಕ್ಕೂ ಅಧಿಕ ಸಮಾನ ಮನಸ್ಕ ಕನ್ನಡ ಸಂಘಟನೆಗಳು ಚಳವಳಿ ಮಾಡುತ್ತಿದ್ದೇವು. ಈಗ ನಮಗೆ ಮೊದಲ ಜಯ ಸಿಕ್ಕಂತಾಗಿದೆ" ಎಂದು ಹರ್ಷ ವ್ಯಕ್ತಪಡಿಸಿದರು. "ಮಾರ್ಚ್ ತಿಂಗಳಲ್ಲಿ ಮೊದಲು	[199, 1097, 357, 1560]
story2-column-3	[1338, 467, 1492, 963]
story3-column-3	[521, 1254, 675, 1757]
story3-photo	[363, 1079, 675, 1250]
story1-column-4	[678, 291, 839, 963]
story1-column-3	[521, 466, 671, 963]
story3-column-5	[847, 1075, 1009, 1757]
story5-headline: ಮಂಗಳೂರು ಕೆಆರ್‌ಐಡಿಎಲ್ ಕಮಿಷನ್ ಆರೋಪ: ಸಚಿವ ಈಶ್ವರ್ ಖಂಡ್ರೆಯಿಂದ ತನಿಖೆಗೆ ಆದೇಶ; KRIDL ಸ್ಪಷ್ಟನೆ ಹೀಗಿದೆ	[199, 1770, 1072, 1795]
